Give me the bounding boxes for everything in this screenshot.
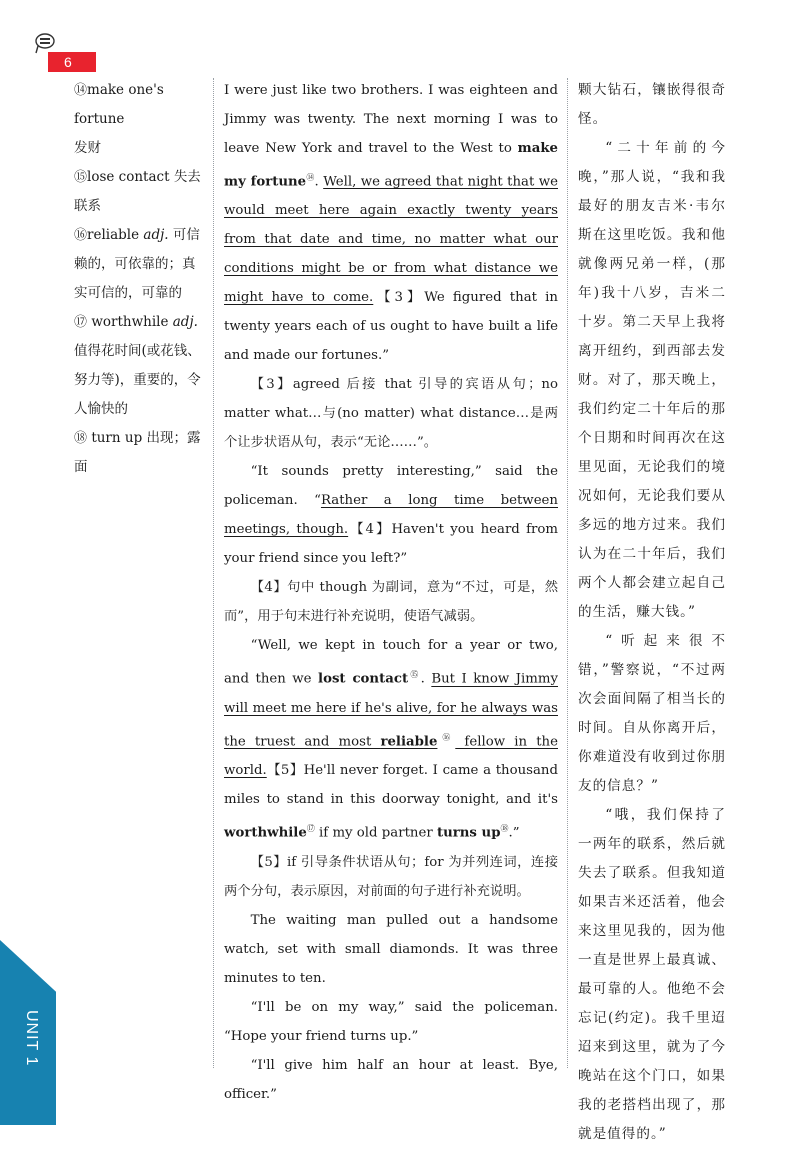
glossary-number: ⑱ [74,431,88,446]
glossary-definition: 值得花时间(或花钱、努力等)，重要的，令人愉快的 [74,343,201,417]
key-icon [34,32,68,54]
text-run: “It sounds pretty interesting,” said the policeman. “ [224,464,558,509]
text-run: . [314,174,324,190]
underlined-sentence: Rather a long time between meetings, though. [224,493,558,538]
text-run: if my old partner [314,825,437,841]
translation-paragraph: 颗大钻石，镶嵌得很奇怪。 [578,82,726,127]
text-run: We figured that in twenty years each of us ought to have built a life and made our fortunes.” [224,290,558,364]
glossary-item [74,424,206,482]
column-divider-left [213,78,214,1068]
paragraph: The waiting man pulled out a handsome watch, set with small diamonds. It was three minutes to ten. [224,912,558,986]
glossary-term: lose contact [87,169,170,185]
note-tag: 【5】 [266,763,304,779]
footnote-marker: ⑭ [306,173,315,182]
translation-column [578,76,726,1149]
text-run: . [420,671,432,687]
glossary-pos: adj. [143,227,169,243]
glossary-definition: 发财 [74,140,101,156]
glossary-number: ⑭ [74,83,88,98]
glossary-term: reliable [87,227,140,243]
glossary-item [74,76,206,163]
paragraph: “I'll give him half an hour at least. Bye, officer.” [224,1057,558,1102]
grammar-note: 【4】句中 though 为副词，意为“不过，可是，然而”，用于句末进行补充说明，使语气减弱。 [224,580,558,625]
translation-paragraph: “二十年前的今晚，”那人说，“我和我最好的朋友吉米·韦尔斯在这里吃饭。我和他就像两兄弟一样，(那年)我十八岁，吉米二十岁。第二天早上我将离开纽约，到西部去发财。对了，那天晚上，我们约定二十年后的那个日期和时间再次在这里见面，无论我们的境况如何，无论我们要从多远的地方过来。我们认为在二十年后，我们两个人都会建立起自己的生活，赚大钱。” [578,140,726,620]
glossary-item [74,163,206,221]
glossary-number: ⑰ [74,315,88,330]
underlined-sentence: Well, we agreed that night that we would meet here again exactly twenty years from that date and time, no matter what our conditions might be or from what distance we might have to come. [224,174,558,306]
grammar-note: 【5】if 引导条件状语从句；for 为并列连词，连接两个分句，表示原因，对前面的句子进行补充说明。 [224,854,558,899]
footnote-marker: ⑯ [437,732,456,742]
glossary-term: turn up [91,430,143,446]
vocab-highlight: lost contact [318,671,409,687]
vocab-highlight: worthwhile [224,825,307,841]
grammar-note: 【3】agreed 后接 that 引导的宾语从句；no matter what…与(no matter) what distance…是两个让步状语从句，表示“无论……”。 [224,377,558,451]
text-run: Haven't you heard from your friend since you left?” [224,522,558,567]
footnote-marker: ⑰ [306,824,315,834]
column-divider-right [567,78,568,1068]
text-run: I were just like two brothers. I was eighteen and Jimmy was twenty. The next morning I was to leave New York and travel to the West to [224,83,558,156]
glossary-item [74,221,206,308]
vocab-highlight: reliable [380,734,438,750]
glossary-number: ⑮ [74,170,88,185]
vocab-highlight: make my fortune [224,141,558,190]
translation-paragraph: “听起来很不错，”警察说，“不过两次会面间隔了相当长的时间。自从你离开后，你难道没有收到过你朋友的信息？” [578,633,726,794]
note-tag: 【4】 [348,522,392,538]
text-run: He'll never forget. I came a thousand miles to stand in this doorway tonight, and it's [224,763,558,808]
page-number: 6 [48,52,96,72]
footnote-marker: ⑮ [408,670,421,680]
glossary-column [74,76,206,482]
vocab-highlight: turns up [436,825,501,841]
paragraph [224,76,558,370]
underlined-sentence: fellow in the world. [224,734,558,779]
glossary-number: ⑯ [74,228,88,243]
paragraph: “I'll be on my way,” said the policeman. “Hope your friend turns up.” [224,999,558,1044]
translation-paragraph: “哦，我们保持了一两年的联系，然后就失去了联系。但我知道如果吉米还活着，他会来这里见我的，因为他一直是世界上最真诚、最可靠的人。他绝不会忘记(约定)。我千里迢迢来到这里，就为了今晚站在这个门口，如果我的老搭档出现了，那就是值得的。” [578,807,726,1142]
note-tag: 【3】 [373,290,425,306]
glossary-item [74,308,206,424]
glossary-term: worthwhile [91,314,169,330]
glossary-definition: 出现；露面 [74,430,201,475]
text-run: “Well, we kept in touch for a year or two, and then we [224,638,558,687]
text-run: .” [508,825,520,841]
page-badge [34,32,96,80]
glossary-pos: adj. [172,314,198,330]
underlined-sentence: But I know Jimmy will meet me here if he's alive, for he always was the truest and most [224,671,558,750]
glossary-definition: 失去联系 [74,169,201,214]
glossary-term: make one's fortune [74,82,164,127]
paragraph [224,631,558,847]
paragraph [224,457,558,573]
glossary-definition: 可信赖的，可依靠的；真实可信的，可靠的 [74,227,200,301]
footnote-marker: ⑱ [500,824,509,834]
unit-label: UNIT 1 [23,1010,40,1067]
main-text-column [224,76,558,1109]
